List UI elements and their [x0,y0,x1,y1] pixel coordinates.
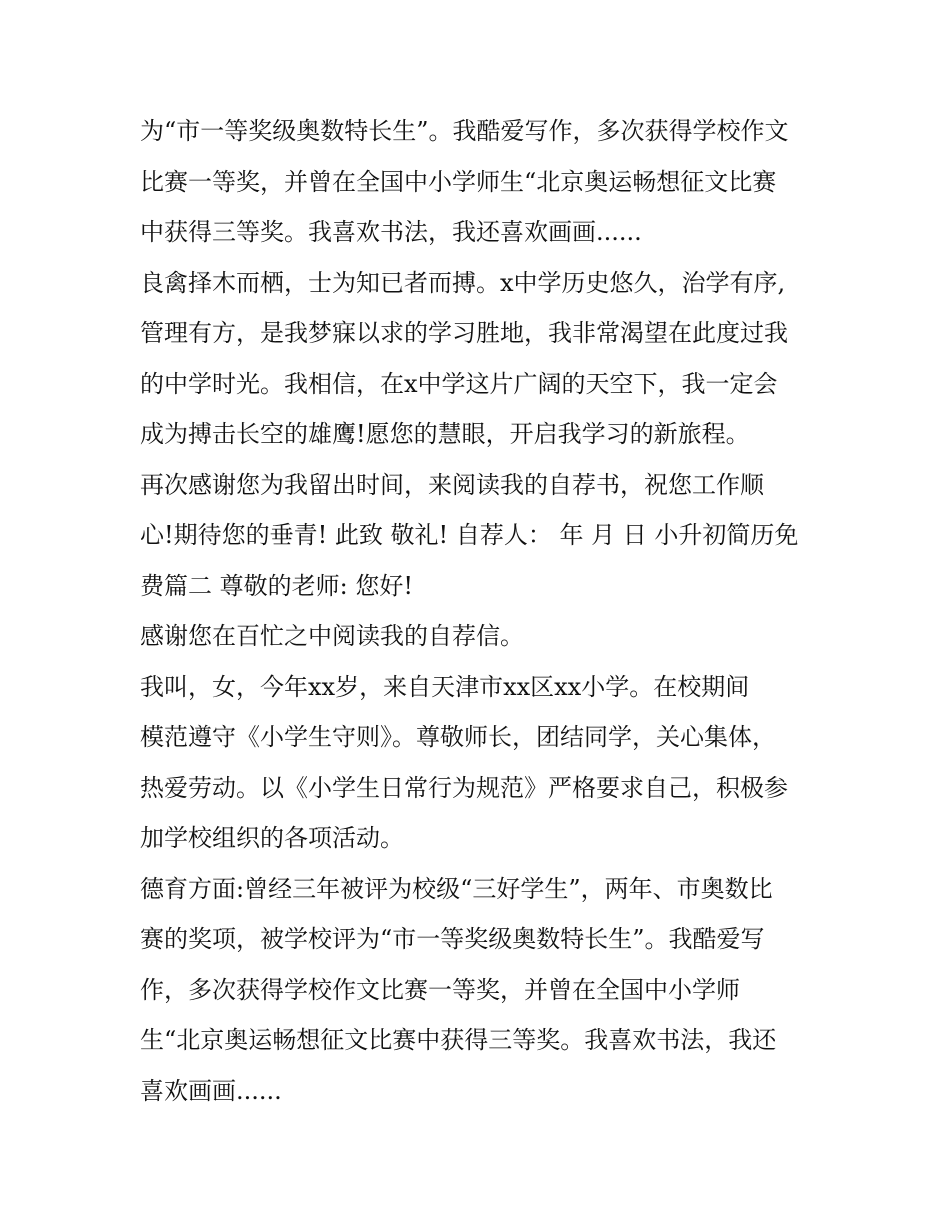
text-line: 比赛一等奖，并曾在全国中小学师生“北京奥运畅想征文比赛 [140,167,777,196]
text-line: 我叫，女，今年xx岁，来自天津市xx区xx小学。在校期间 [140,672,750,701]
text-line: 的中学时光。我相信，在x中学这片广阔的天空下，我一定会 [140,369,778,398]
text-line: 赛的奖项，被学校评为“市一等奖级奥数特长生”。我酷爱写 [140,925,765,953]
text-line: 为“市一等奖级奥数特长生”。我酷爱写作，多次获得学校作文 [140,117,789,145]
text-line: 德育方面:曾经三年被评为校级“三好学生”，两年、市奥数比 [140,874,773,903]
text-line: 热爱劳动。以《小学生日常行为规范》严格要求自己，积极参 [140,773,788,802]
text-line: 喜欢画画...... [140,1076,282,1105]
text-line: 加学校组织的各项活动。 [140,824,404,852]
text-line: 管理有方，是我梦寐以求的学习胜地，我非常渴望在此度过我 [140,319,788,347]
text-line: 模范遵守《小学生守则》。尊敬师长，团结同学，关心集体， [140,723,776,751]
text-line: 生“北京奥运畅想征文比赛中获得三等奖。我喜欢书法，我还 [140,1026,777,1054]
text-line: 感谢您在百忙之中阅读我的自荐信。 [140,622,524,650]
text-line: 费篇二 尊敬的老师: 您好! [140,571,413,600]
text-line: 成为搏击长空的雄鹰!愿您的慧眼，开启我学习的新旅程。 [140,420,750,448]
text-line: 中获得三等奖。我喜欢书法，我还喜欢画画...... [140,218,642,246]
text-line: 再次感谢您为我留出时间，来阅读我的自荐书，祝您工作顺 [140,470,764,499]
text-line: 作，多次获得学校作文比赛一等奖，并曾在全国中小学师 [140,975,740,1004]
text-line: 良禽择木而栖，士为知已者而搏。x中学历史悠久，治学有序, [140,268,786,297]
document-body [140,106,820,1116]
text-line: 心!期待您的垂青! 此致 敬礼! 自荐人： 年 月 日 小升初简历免 [140,521,799,549]
